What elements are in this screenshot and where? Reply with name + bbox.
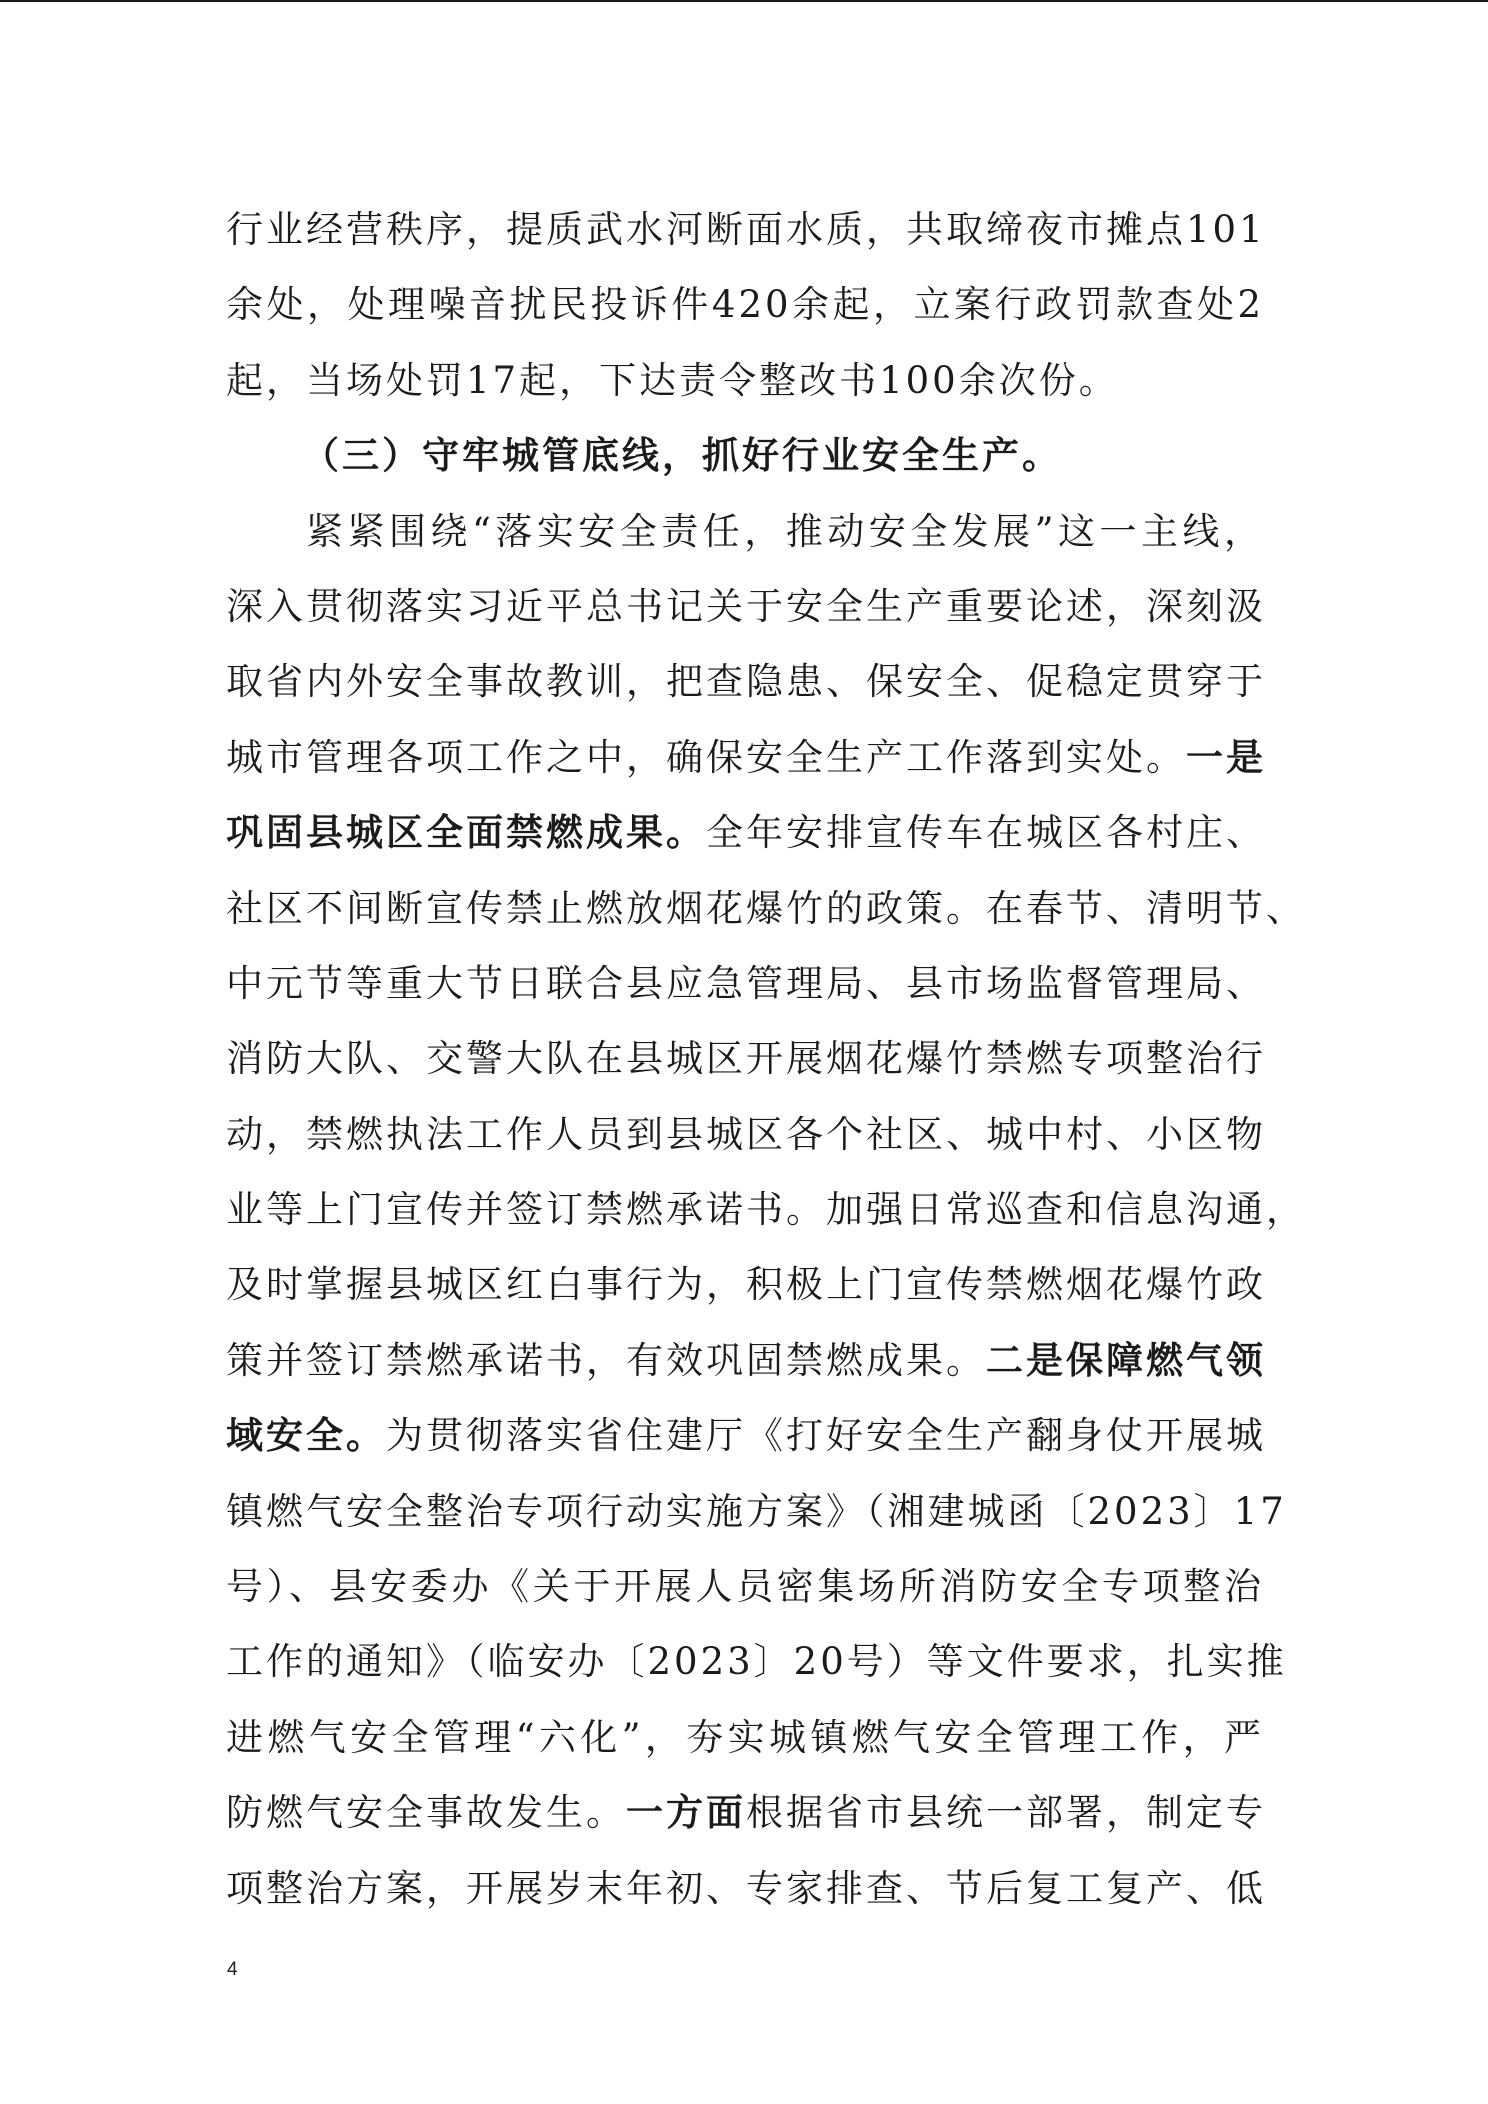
paragraph-line: 项整治方案，开展岁末年初、专家排查、节后复工复产、低: [226, 1866, 1266, 1910]
section-heading: （三）守牢城管底线，抓好行业安全生产。: [302, 434, 1062, 478]
paragraph-line: 深入贯彻落实习近平总书记关于安全生产重要论述，深刻汲: [226, 584, 1266, 628]
paragraph-line: [226, 1775, 1264, 1850]
bold-lead-in: 一是: [1186, 735, 1266, 779]
paragraph-line: 行业经营秩序，提质武水河断面水质，共取缔夜市摊点101: [226, 208, 1266, 251]
paragraph-line: 动，禁燃执法工作人员到县城区各个社区、城中村、小区物: [226, 1112, 1266, 1156]
paragraph-line: 业等上门宣传并签订禁燃承诺书。加强日常巡查和信息沟通，: [226, 1188, 1306, 1232]
page-number: 4: [227, 1959, 238, 1980]
paragraph-line: [226, 795, 1264, 870]
paragraph-line: [226, 720, 1264, 795]
paragraph-line: 进燃气安全管理“六化”，夯实城镇燃气安全管理工作，严: [226, 1715, 1264, 1759]
paragraph-line: 中元节等重大节日联合县应急管理局、县市场监督管理局、: [226, 961, 1266, 1005]
line-text: 根据省市县统一部署，制定专: [746, 1791, 1266, 1835]
paragraph-line: 起，当场处罚17起，下达责令整改书100余次份。: [226, 358, 1119, 402]
bold-lead-in: 域安全。: [226, 1414, 386, 1458]
line-text: 全年安排宣传车在城区各村庄、: [706, 811, 1266, 855]
paragraph-line: 紧紧围绕“落实安全责任，推动安全发展”这一主线，: [306, 509, 1264, 553]
bold-lead-in: 二是保障燃气领: [986, 1338, 1266, 1382]
paragraph-line: 社区不间断宣传禁止燃放烟花爆竹的政策。在春节、清明节、: [226, 886, 1306, 930]
bold-lead-in: 一方面: [626, 1791, 746, 1835]
paragraph-line: 消防大队、交警大队在县城区开展烟花爆竹禁燃专项整治行: [226, 1037, 1266, 1081]
document-body: [226, 192, 1306, 1926]
paragraph-line: 工作的通知》（临安办〔2023〕20号）等文件要求，扎实推: [226, 1640, 1287, 1684]
paragraph-line: [226, 1398, 1264, 1473]
paragraph-line: [226, 1323, 1264, 1398]
line-text: 防燃气安全事故发生。: [226, 1791, 626, 1835]
line-text: 策并签订禁燃承诺书，有效巩固禁燃成果。: [226, 1338, 986, 1382]
bold-lead-in: 巩固县城区全面禁燃成果。: [226, 811, 706, 855]
paragraph-line: 取省内外安全事故教训，把查隐患、保安全、促稳定贯穿于: [226, 660, 1266, 704]
line-text: 城市管理各项工作之中，确保安全生产工作落到实处。: [226, 735, 1186, 779]
paragraph-line: 镇燃气安全整治专项行动实施方案》（湘建城函〔2023〕17: [226, 1489, 1287, 1533]
paragraph-line: 余处，处理噪音扰民投诉件420余起，立案行政罚款查处2: [226, 283, 1264, 327]
paragraph-line: 号）、县安委办《关于开展人员密集场所消防安全专项整治: [226, 1565, 1264, 1609]
line-text: 为贯彻落实省住建厅《打好安全生产翻身仗开展城: [386, 1414, 1266, 1458]
paragraph-line: 及时掌握县城区红白事行为，积极上门宣传禁燃烟花爆竹政: [226, 1263, 1266, 1307]
